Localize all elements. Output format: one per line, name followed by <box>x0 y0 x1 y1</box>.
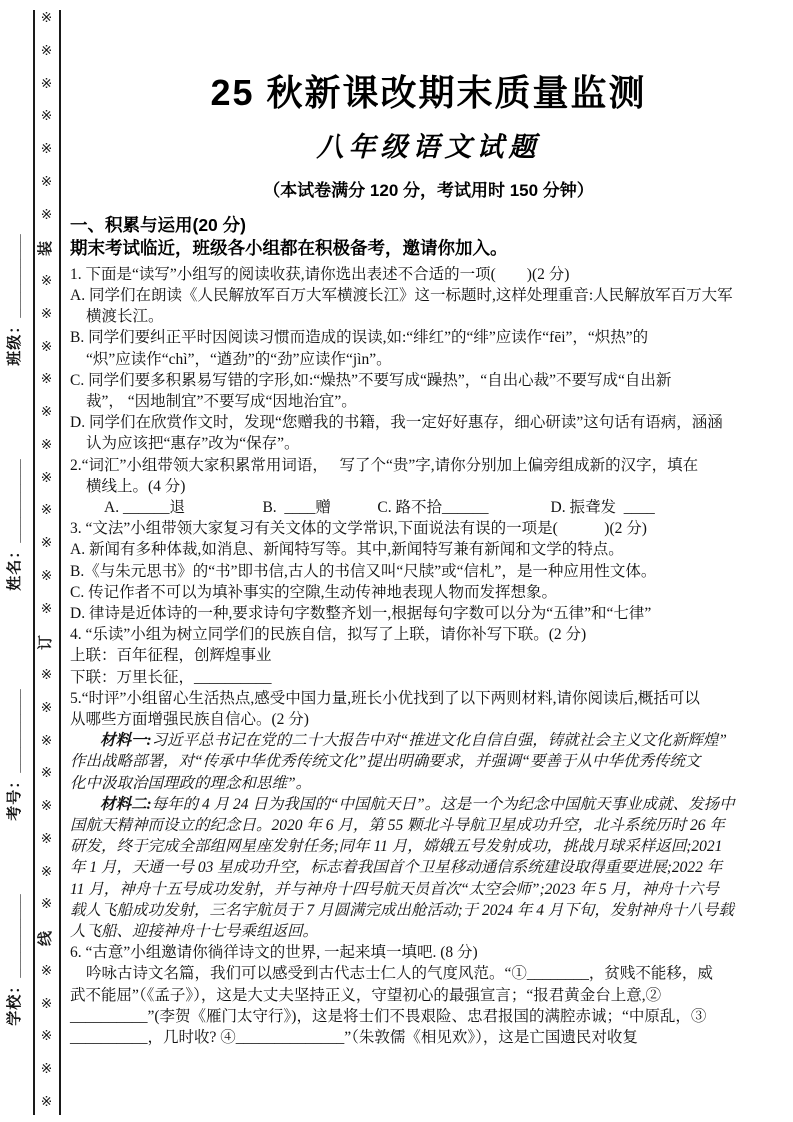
line-text: A. 新闻有多种体裁,如消息、新闻特写等。其中,新闻特写兼有新闻和文学的特点。 <box>70 541 624 559</box>
seal-symbol: ※ <box>40 174 53 190</box>
text-line <box>70 455 787 476</box>
text-line <box>70 836 787 857</box>
text-line <box>70 773 787 794</box>
line-text: 裁”， “因地制宜”不要写成“因地治宜”。 <box>86 392 357 410</box>
line-text: 武不能屈”（《孟子》），这是大丈夫坚持正义，守望初心的最强宣言；“报君黄金台上意,② <box>70 986 662 1004</box>
seal-line-inner <box>59 10 61 1115</box>
seal-symbol: ※ <box>40 405 53 420</box>
line-text: 习近平总书记在党的二十大报告中对“推进文化自信自强，铸就社会主义文化新辉煌” <box>151 732 727 750</box>
line-text: 6. “古意”小组邀请你徜徉诗文的世界, 一起来填一填吧. (8 分) <box>70 944 478 962</box>
text-line <box>70 730 787 751</box>
line-text: “炽”应读作“chì”，“遒劲”的“劲”应读作“jìn”。 <box>86 350 392 368</box>
material-label: 材料二: <box>100 795 152 813</box>
text-line <box>70 497 787 518</box>
seal-symbol: ※ <box>40 568 53 584</box>
student-info-blank: __________ <box>6 689 23 773</box>
line-text: 3. “文法”小组带领大家复习有关文体的文学常识,下面说法有误的一项是( )(2 分) <box>70 520 647 538</box>
line-text: 2.“词汇”小组带领大家积累常用词语， 写了个“贵”字,请你分别加上偏旁组成新的汉字，填在 <box>70 456 699 474</box>
line-text: A. 同学们在朗读《人民解放军百万大军横渡长江》这一标题时,这样处理重音:人民解放军百万大军 <box>70 286 733 304</box>
line-text: 5.“时评”小组留心生活热点,感受中国力量,班长小优找到了以下两则材料,请你阅读后,概括可以 <box>70 689 700 707</box>
seal-symbol: ※ <box>40 274 53 289</box>
exam-title: 25 秋新课改期末质量监测 <box>210 72 647 113</box>
text-line <box>70 963 787 984</box>
line-text: 认为应该把“惠存”改为“保存”。 <box>86 435 300 453</box>
text-line <box>70 327 787 348</box>
line-text: C. 传记作者不可以为填补事实的空隙,生动传神地表现人物而发挥想象。 <box>70 583 557 601</box>
line-text: 上联：百年征程，创辉煌事业 <box>70 647 272 665</box>
line-text: C. 同学们要多积累易写错的字形,如:“燥热”不要写成“躁热”，“自出心裁”不要写成“自出新 <box>70 371 672 389</box>
seal-symbol: 订 <box>37 635 54 651</box>
line-text: 年 1 月，天通一号 03 星成功升空，标志着我国首个卫星移动通信系统建设取得重要进展;2022 年 <box>70 859 723 877</box>
seal-symbol: ※ <box>40 996 53 1012</box>
line-text: 横线上。(4 分) <box>86 477 186 495</box>
line-text: __________，几时收? ④______________”（朱敦儒《相见欢》），这是亡国遗民对收复 <box>70 1029 638 1047</box>
line-text: 1. 下面是“读写”小组写的阅读收获,请你选出表述不合适的一项( )(2 分) <box>70 265 570 283</box>
seal-symbol: ※ <box>40 372 53 388</box>
seal-symbol: ※ <box>40 437 53 453</box>
seal-symbol: ※ <box>40 536 53 551</box>
student-info-field <box>3 670 23 840</box>
seal-symbol: ※ <box>40 733 53 749</box>
text-line <box>70 539 787 560</box>
seal-symbol: ※ <box>40 700 53 716</box>
student-info-field <box>3 440 23 610</box>
exam-info-line: （本试卷满分 120 分，考试用时 150 分钟） <box>263 181 594 201</box>
seal-symbol: ※ <box>40 766 53 782</box>
seal-symbol: ※ <box>40 306 53 322</box>
seal-symbol: ※ <box>40 11 53 26</box>
text-line <box>70 879 787 900</box>
line-text: B. 同学们要纠正平时因阅读习惯而造成的误读,如:“绯红”的“绯”应读作“fēi”，“炽热”的 <box>70 329 649 347</box>
text-line <box>70 857 787 878</box>
seal-symbol: ※ <box>40 799 53 814</box>
seal-symbol: ※ <box>40 207 53 223</box>
text-line <box>70 624 787 645</box>
seal-symbol: ※ <box>40 109 53 125</box>
seal-symbol: ※ <box>40 668 53 683</box>
exam-page <box>70 58 787 1048</box>
text-line <box>70 349 787 370</box>
text-line <box>70 709 787 730</box>
text-line <box>70 264 787 285</box>
text-line <box>70 391 787 412</box>
text-line <box>70 815 787 836</box>
seal-symbol: ※ <box>40 1029 53 1045</box>
seal-symbol: ※ <box>40 1094 53 1110</box>
seal-symbol: ※ <box>40 897 53 913</box>
text-line <box>70 433 787 454</box>
student-info-blank: __________ <box>6 459 23 543</box>
material-label: 材料一: <box>100 732 152 750</box>
line-text: 研发，终于完成全部组网星座发射任务;同年 11 月，嫦娥五号发射成功，挑战月球采样返回;2021 <box>70 838 723 856</box>
text-line <box>70 476 787 497</box>
line-text: 作出战略部署，对“传承中华优秀传统文化”提出明确要求，并强调“要善于从中华优秀传统文 <box>70 753 701 771</box>
text-line <box>70 985 787 1006</box>
line-text: 化中汲取治国理政的理念和思维”。 <box>70 774 312 792</box>
student-info-blank: __________ <box>6 894 23 978</box>
seal-symbol: ※ <box>40 963 53 979</box>
seal-symbol: ※ <box>40 503 53 519</box>
question-text-block <box>70 264 787 1049</box>
seal-symbol-column <box>36 12 57 1110</box>
text-line <box>70 306 787 327</box>
student-info-field <box>3 215 23 385</box>
text-line <box>70 900 787 921</box>
section-heading: 一、积累与运用(20 分) <box>70 215 246 236</box>
text-line <box>70 582 787 603</box>
student-info-blank: __________ <box>6 234 23 318</box>
text-line <box>70 518 787 539</box>
seal-symbol: 线 <box>37 930 54 947</box>
line-text: 横渡长江。 <box>86 308 164 326</box>
student-info-label: 班级： <box>6 317 23 366</box>
line-text: B.《与朱元思书》的“书”即书信,古人的书信又叫“尺牍”或“信札”，是一种应用性文体。 <box>70 562 657 580</box>
seal-symbol: ※ <box>40 831 53 847</box>
line-text: __________”(李贺《雁门太守行》)，这是将士们不畏艰险、忠君报国的满腔赤诚；“中原乱，③ <box>70 1007 707 1025</box>
line-text: 载人飞船成功发射，三名宇航员于 7 月圆满完成出舱活动;于 2024 年 4 月下旬，发射神舟十八号载 <box>70 901 734 919</box>
line-text: 吟咏古诗文名篇，我们可以感受到古代志士仁人的气度风范。“①________，贫贱不能移，威 <box>86 965 713 983</box>
seal-symbol: ※ <box>40 76 53 92</box>
seal-symbol: ※ <box>40 43 53 59</box>
seal-symbol: ※ <box>40 142 53 157</box>
text-line <box>70 412 787 433</box>
line-text: 下联：万里长征，__________ <box>70 668 272 686</box>
line-text: D. 律诗是近体诗的一种,要求诗句字数整齐划一,根据每句字数可以分为“五律”和“七律” <box>70 605 652 623</box>
seal-symbol: ※ <box>40 1062 53 1077</box>
section-intro: 期末考试临近，班级各小组都在积极备考，邀请你加入。 <box>70 238 508 259</box>
text-line <box>70 370 787 391</box>
line-text: A. ______退 B. ____赠 C. 路不拾______ D. 振聋发 ____ <box>104 499 655 516</box>
seal-symbol: ※ <box>40 864 53 880</box>
seal-symbol: ※ <box>40 470 53 486</box>
student-info-label: 姓名： <box>6 542 23 591</box>
text-line <box>70 921 787 942</box>
seal-symbol: ※ <box>40 339 53 355</box>
line-text: 国航天精神而设立的纪念日。2020 年 6 月，第 55 颗北斗导航卫星成功升空，北斗系统历时 26 年 <box>70 817 725 835</box>
student-info-field <box>3 875 23 1045</box>
text-line <box>70 688 787 709</box>
line-text: 人飞船、迎接神舟十七号乘组返回。 <box>70 923 319 941</box>
text-line <box>70 667 787 688</box>
student-info-label: 学校： <box>6 977 23 1026</box>
text-line <box>70 751 787 772</box>
line-text: 11 月，神舟十五号成功发射，并与神舟十四号航天员首次“太空会师”;2023 年 5 月，神舟十六号 <box>70 880 720 898</box>
seal-symbol: ※ <box>40 601 53 617</box>
text-line <box>70 794 787 815</box>
line-text: 4. “乐读”小组为树立同学们的民族自信，拟写了上联，请你补写下联。(2 分) <box>70 626 587 644</box>
text-line <box>70 942 787 963</box>
text-line <box>70 645 787 666</box>
text-line <box>70 285 787 306</box>
line-text: 从哪些方面增强民族自信心。(2 分) <box>70 711 309 729</box>
text-line <box>70 603 787 624</box>
seal-symbol: 装 <box>37 241 54 257</box>
line-text: 每年的 4 月 24 日为我国的“中国航天日”。这是一个为纪念中国航天事业成就、发扬中 <box>151 795 735 813</box>
seal-line-outer <box>33 10 35 1115</box>
student-info-label: 考号： <box>6 772 23 821</box>
text-line <box>70 561 787 582</box>
exam-subtitle: 八年级语文试题 <box>316 132 541 163</box>
text-line <box>70 1027 787 1048</box>
line-text: D. 同学们在欣赏作文时，发现“您赠我的书籍，我一定好好惠存，细心研读”这句话有语病，涵涵 <box>70 414 723 432</box>
text-line <box>70 1006 787 1027</box>
